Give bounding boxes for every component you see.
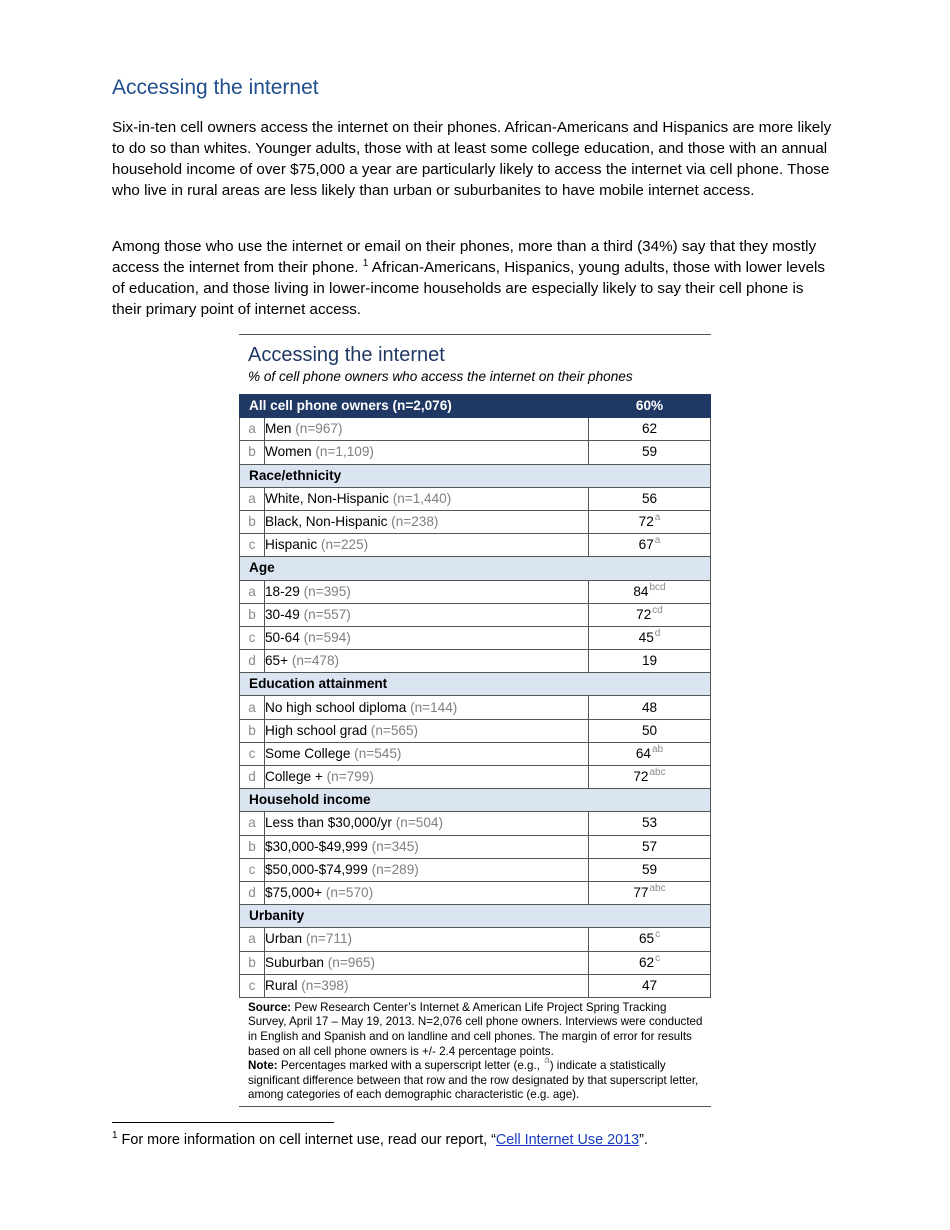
row-sample-size: (n=570) [325,885,374,901]
table-row [240,858,711,881]
row-label-cell [265,928,589,951]
row-value-cell [589,719,711,742]
all-owners-row [240,395,711,418]
row-sample-size: (n=711) [305,931,353,947]
row-label: 30-49 [265,606,300,622]
row-value: 59 [641,444,658,460]
source-label: Source: [248,1000,292,1014]
table-row [240,580,711,603]
table-bottom-rule [239,1106,711,1107]
source-note [248,1001,703,1059]
row-label-cell [265,696,589,719]
data-table-figure [239,334,711,1107]
row-sample-size: (n=967) [295,421,343,437]
table-row [240,650,711,673]
intro-paragraph: Six-in-ten cell owners access the internet on their phones. African-Americans and Hispanics are more likely to do so than whites. Younger adults, those with at least some college education, and those with an annual household income of over $75,000 a year are particularly likely to access the internet via cell phone. Those who live in rural areas are less likely than urban or suburbanites to have mobile internet access. [112,119,832,199]
note-text-before: Percentages marked with a superscript letter (e.g., [277,1059,544,1073]
footnote [112,1130,648,1150]
row-value-cell [589,650,711,673]
table-row [240,696,711,719]
row-value-cell [589,603,711,626]
row-label-cell [265,881,589,904]
row-letter: a [240,696,265,719]
row-letter: d [240,881,265,904]
table-row [240,487,711,510]
row-label-cell [265,510,589,533]
row-letter: a [240,928,265,951]
row-label: Some College [265,745,351,761]
row-label: 50-64 [265,629,300,645]
significance-superscript: a [654,535,661,547]
row-label: 65+ [265,653,289,669]
category-row [240,464,711,487]
row-value-cell [589,858,711,881]
row-label-cell [265,742,589,765]
row-sample-size: (n=799) [326,769,374,785]
row-value-cell [589,580,711,603]
category-row [240,673,711,696]
row-sample-size: (n=545) [354,745,402,761]
table-top-rule [239,334,711,335]
row-label-cell [265,719,589,742]
row-value-cell [589,881,711,904]
row-label: Women [265,444,312,460]
table-title: Accessing the internet [248,344,445,366]
row-value-cell [589,812,711,835]
row-value-cell [589,928,711,951]
row-label: College + [265,769,323,785]
row-letter: c [240,534,265,557]
row-value: 48 [641,699,658,715]
row-value: 62 [641,421,658,437]
row-letter: c [240,742,265,765]
significance-superscript: c [655,952,661,964]
row-value-cell [589,835,711,858]
row-label-cell [265,534,589,557]
row-label: Suburban [265,954,324,970]
row-label: 18-29 [265,583,300,599]
row-value-cell [589,487,711,510]
category-row [240,557,711,580]
table-subtitle: % of cell phone owners who access the internet on their phones [248,369,633,384]
table-row [240,418,711,441]
row-value-cell [589,951,711,974]
row-label-cell [265,580,589,603]
row-label: Urban [265,931,303,947]
row-sample-size: (n=504) [395,815,443,831]
row-label: Hispanic [265,537,318,553]
table-notes [248,1001,703,1103]
row-label: $30,000-$49,999 [265,838,368,854]
row-label-cell [265,418,589,441]
row-sample-size: (n=225) [320,537,369,553]
row-value: 72 [636,606,652,622]
row-sample-size: (n=238) [391,514,439,530]
table-row [240,441,711,464]
significance-superscript: d [654,627,661,639]
row-value: 57 [641,838,658,854]
footnote-rule [112,1122,334,1123]
section-heading: Accessing the internet [112,76,319,99]
significance-superscript: abc [649,883,666,895]
note-label: Note: [248,1059,278,1073]
row-value-cell [589,766,711,789]
table-row [240,881,711,904]
footnote-text-after: ”. [639,1132,648,1148]
row-value-cell [589,696,711,719]
row-value: 59 [641,861,658,877]
row-value: 19 [641,653,658,669]
category-row [240,789,711,812]
row-letter: b [240,441,265,464]
note-superscript: a [544,1055,550,1067]
row-letter: b [240,510,265,533]
row-label-cell [265,858,589,881]
row-value: 64 [635,745,651,761]
row-value: 56 [641,490,658,506]
row-letter: b [240,719,265,742]
paragraph-text-after: African-Americans, Hispanics, young adults, those with lower levels of education, and those living in lower-income households are especially likely to say their cell phone is their primary point of internet access. [112,259,825,318]
row-value: 84 [633,583,649,599]
row-letter: c [240,858,265,881]
row-sample-size: (n=345) [371,838,419,854]
footnote-reference[interactable]: 1 [362,257,369,269]
row-letter: a [240,812,265,835]
row-value: 47 [641,977,658,993]
row-label: Black, Non-Hispanic [265,514,388,530]
row-value: 62 [638,954,655,970]
row-label: $50,000-$74,999 [265,861,368,877]
table-row [240,742,711,765]
significance-superscript: c [655,929,661,941]
category-label: Household income [240,789,711,812]
row-sample-size: (n=565) [370,722,419,738]
row-label: $75,000+ [265,885,323,901]
row-sample-size: (n=144) [410,699,458,715]
report-link[interactable]: Cell Internet Use 2013 [495,1132,640,1148]
row-letter: b [240,835,265,858]
table-row [240,812,711,835]
table-row [240,766,711,789]
row-value: 53 [641,815,658,831]
row-value: 77 [633,885,649,901]
significance-superscript: bcd [649,581,666,593]
row-sample-size: (n=594) [303,629,351,645]
row-value-cell [589,418,711,441]
row-value-cell [589,742,711,765]
category-label: Education attainment [240,673,711,696]
row-letter: a [240,580,265,603]
row-label-cell [265,766,589,789]
row-letter: a [240,418,265,441]
row-label: White, Non-Hispanic [265,490,389,506]
row-value: 50 [641,722,658,738]
row-value-cell [589,626,711,649]
row-sample-size: (n=398) [301,977,349,993]
significance-superscript: abc [649,767,666,779]
row-label: High school grad [265,722,368,738]
all-owners-label: All cell phone owners (n=2,076) [240,395,589,418]
significance-note [248,1055,703,1103]
footnote-text-before: For more information on cell internet use, read our report, “ [117,1132,496,1148]
source-text: Pew Research Center’s Internet & American Life Project Spring Tracking Survey, April 17 – May 19, 2013. N=2,076 cell phone owners. Interviews were conducted in English and Spanish and on landline and cell phones. The margin of error for results based on all cell phone owners is +/- 2.4 percentage points. [248,1000,703,1058]
row-label-cell [265,951,589,974]
row-letter: c [240,626,265,649]
row-value: 72 [633,769,649,785]
table-row [240,626,711,649]
note-text-after: ) indicate a statistically significant difference between that row and the row designated by that superscript letter, among categories of each demographic characteristic (e.g. age). [248,1059,699,1102]
table-row [240,974,711,997]
table-row [240,951,711,974]
row-letter: d [240,766,265,789]
row-value-cell [589,534,711,557]
row-label-cell [265,441,589,464]
row-value-cell [589,974,711,997]
table-row [240,928,711,951]
row-label-cell [265,650,589,673]
row-label: Rural [265,977,298,993]
row-label-cell [265,626,589,649]
significance-superscript: ab [652,743,664,755]
row-sample-size: (n=289) [371,861,419,877]
row-value: 65 [638,931,655,947]
row-label: No high school diploma [265,699,407,715]
row-sample-size: (n=1,440) [392,490,452,506]
row-value: 72 [638,514,654,530]
row-letter: c [240,974,265,997]
row-letter: d [240,650,265,673]
row-label-cell [265,974,589,997]
row-label-cell [265,487,589,510]
row-label-cell [265,603,589,626]
data-table [239,394,711,998]
row-letter: b [240,603,265,626]
row-value: 67 [638,537,654,553]
row-label-cell [265,812,589,835]
footnote-number: 1 [112,1130,118,1142]
row-value: 45 [638,629,654,645]
significance-superscript: a [654,512,661,524]
row-sample-size: (n=395) [303,583,351,599]
row-letter: a [240,487,265,510]
category-label: Urbanity [240,905,711,928]
table-row [240,719,711,742]
paragraph-text-before: Among those who use the internet or email on their phones, more than a third (34%) say that they mostly access the internet from their phone. [112,238,817,276]
row-sample-size: (n=1,109) [315,444,374,460]
table-row [240,835,711,858]
table-row [240,534,711,557]
row-label-cell [265,835,589,858]
category-label: Age [240,557,711,580]
table-body [240,395,711,998]
table-row [240,510,711,533]
all-owners-value: 60% [589,395,711,418]
row-sample-size: (n=478) [291,653,340,669]
row-letter: b [240,951,265,974]
category-label: Race/ethnicity [240,464,711,487]
second-paragraph [112,236,832,320]
table-row [240,603,711,626]
row-value-cell [589,441,711,464]
significance-superscript: cd [652,604,663,616]
row-label: Less than $30,000/yr [265,815,392,831]
row-sample-size: (n=965) [327,954,375,970]
row-value-cell [589,510,711,533]
row-label: Men [265,421,292,437]
category-row [240,905,711,928]
row-sample-size: (n=557) [303,606,351,622]
